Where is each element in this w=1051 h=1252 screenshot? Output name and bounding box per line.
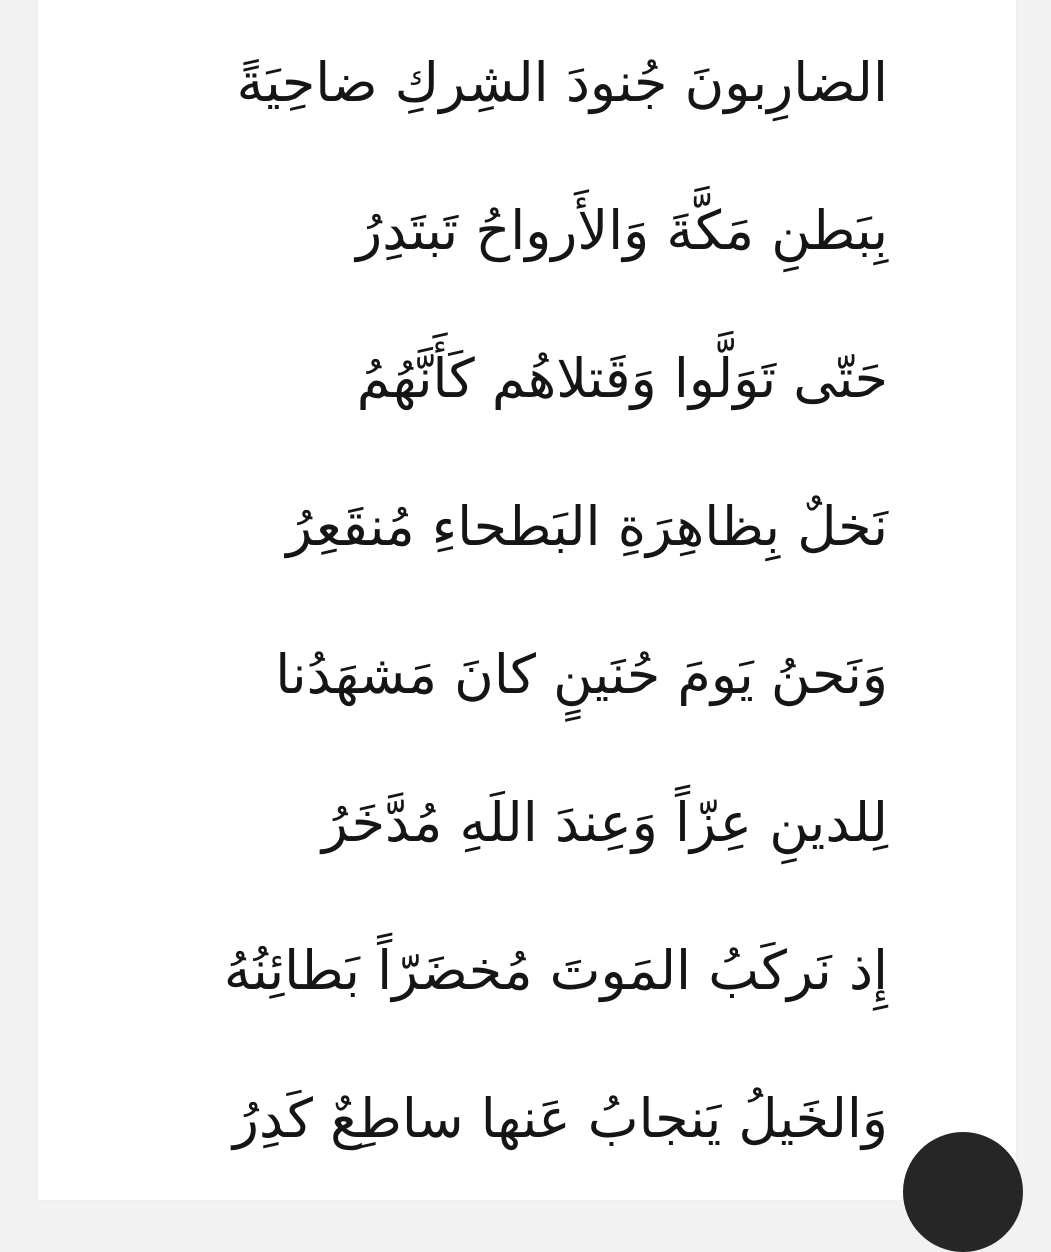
poem-verse-1: الضارِبونَ جُنودَ الشِركِ ضاحِيَةً [236, 51, 888, 114]
poem-verse-8: وَالخَيلُ يَنجابُ عَنها ساطِعٌ كَدِرُ [232, 1087, 888, 1150]
floating-action-button[interactable] [903, 1132, 1023, 1252]
poem-verse-7: إِذ نَركَبُ المَوتَ مُخضَرّاً بَطائِنُهُ [223, 939, 888, 1002]
poem-verse-3: حَتّى تَوَلَّوا وَقَتلاهُم كَأَنَّهُمُ [356, 347, 888, 410]
poem-verse-5: وَنَحنُ يَومَ حُنَينٍ كانَ مَشهَدُنا [275, 643, 888, 706]
poem-verse-2: بِبَطنِ مَكَّةَ وَالأَرواحُ تَبتَدِرُ [356, 199, 888, 262]
document-page [38, 0, 1016, 1200]
poem-verse-6: لِلدينِ عِزّاً وَعِندَ اللَهِ مُدَّخَرُ [321, 791, 888, 854]
poem-text [223, 30, 888, 1214]
poem-verse-4: نَخلٌ بِظاهِرَةِ البَطحاءِ مُنقَعِرُ [286, 495, 888, 558]
